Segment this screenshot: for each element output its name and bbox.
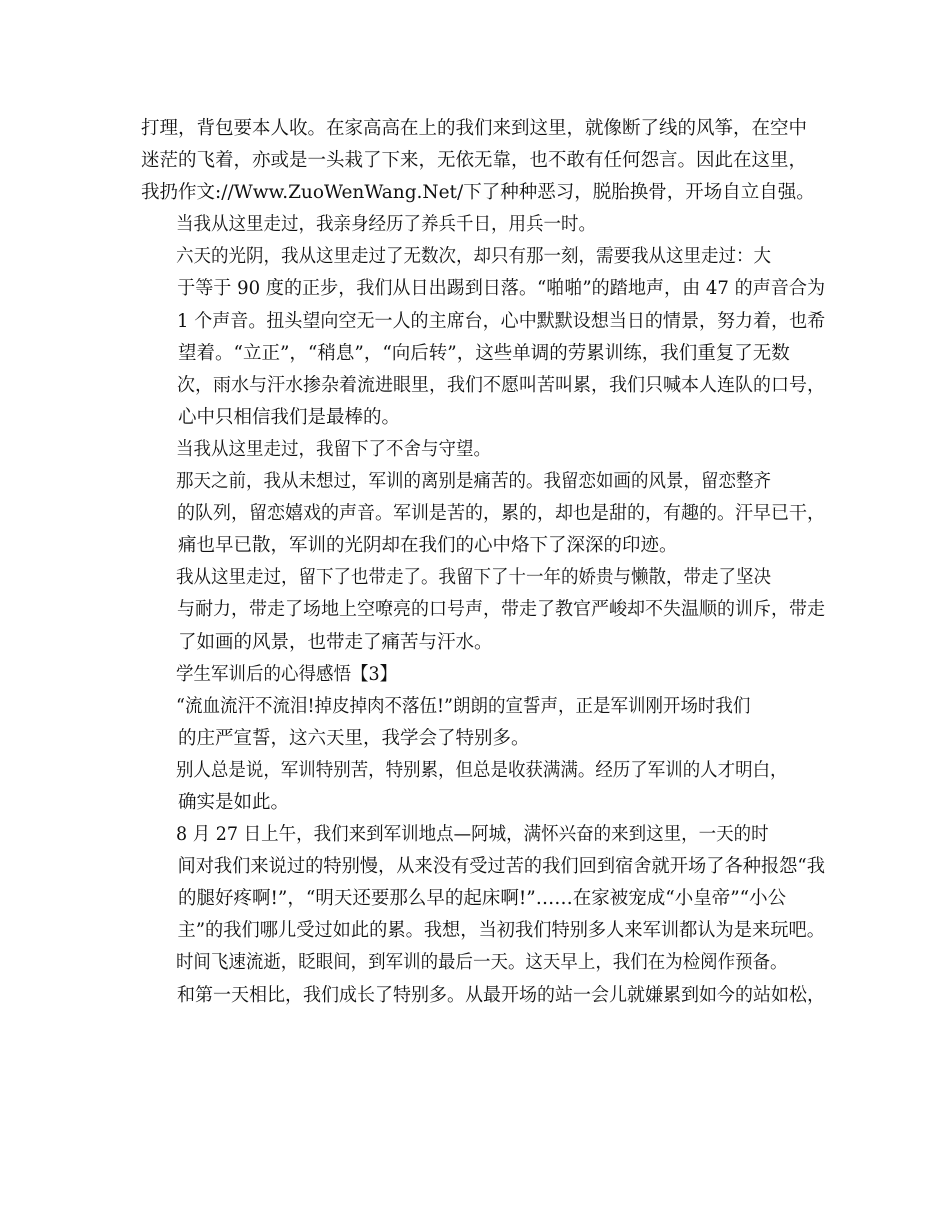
paragraph bbox=[141, 113, 825, 209]
text-line: 的庄严宣誓，这六天里，我学会了特别多。 bbox=[178, 727, 530, 749]
text-line: 了如画的风景，也带走了痛苦与汗水。 bbox=[178, 631, 493, 653]
text-line: 打理，背包要本人收。在家高高在上的我们来到这里，就像断了线的风筝，在空中 bbox=[141, 118, 808, 139]
text-line: 六天的光阴，我从这里走过了无数次，却只有那一刻，需要我从这里走过：大 bbox=[175, 246, 771, 268]
paragraph bbox=[141, 209, 825, 241]
text-line: 学生军训后的心得感悟【3】 bbox=[175, 663, 398, 685]
text-line: 当我从这里走过，我亲身经历了养兵千日，用兵一时。 bbox=[175, 214, 596, 236]
paragraph bbox=[141, 819, 825, 947]
paragraph bbox=[141, 241, 825, 434]
text-line: 我扔作文://Www.ZuoWenWang.Net/下了种种恶习，脱胎换骨，开场自立自强。 bbox=[141, 182, 815, 204]
text-line: 1 个声音。扭头望向空无一人的主席台，心中默默设想当日的情景，努力着，也希 bbox=[177, 310, 826, 332]
text-line: 和第一天相比，我们成长了特别多。从最开场的站一会儿就嫌累到如今的站如松， bbox=[177, 984, 826, 1006]
text-line: 8 月 27 日上午，我们来到军训地点—阿城，满怀兴奋的来到这里，一天的时 bbox=[175, 824, 769, 846]
text-line: 确实是如此。 bbox=[178, 791, 290, 813]
text-line: 当我从这里走过，我留下了不舍与守望。 bbox=[175, 438, 492, 460]
text-line: 主”的我们哪儿受过如此的累。我想，当初我们特别多人来军训都认为是来玩吧。 bbox=[177, 920, 825, 942]
text-line: 时间飞速流逝，眨眼间，到军训的最后一天。这天早上，我们在为检阅作预备。 bbox=[175, 952, 788, 974]
text-line: 我从这里走过，留下了也带走了。我留下了十一年的娇贵与懒散，带走了坚决 bbox=[175, 567, 771, 589]
text-line: 迷茫的飞着，亦或是一头栽了下来，无依无靠，也不敢有任何怨言。因此在这里， bbox=[141, 150, 808, 172]
text-line: 痛也早已散，军训的光阴却在我们的心中烙下了深深的印迹。 bbox=[178, 535, 678, 557]
paragraph bbox=[141, 691, 825, 755]
text-line: 望着。“立正”，“稍息”，“向后转”，这些单调的劳累训练，我们重复了无数 bbox=[178, 342, 790, 364]
text-line: 于等于 90 度的正步，我们从日出踢到日落。“啪啪”的踏地声，由 47 的声音合为 bbox=[177, 278, 826, 300]
paragraph bbox=[141, 562, 825, 658]
document-body bbox=[141, 113, 825, 1012]
text-line: 心中只相信我们是最棒的。 bbox=[178, 406, 401, 428]
text-line: 次，雨水与汗水掺杂着流进眼里，我们不愿叫苦叫累，我们只喊本人连队的口号， bbox=[177, 374, 826, 396]
text-line: 别人总是说，军训特别苦，特别累，但总是收获满满。经历了军训的人才明白， bbox=[175, 759, 788, 781]
text-line: 的队列，留恋嬉戏的声音。军训是苦的，累的，却也是甜的，有趣的。汗早已干， bbox=[177, 503, 826, 525]
paragraph bbox=[141, 466, 825, 562]
text-line: 与耐力，带走了场地上空嘹亮的口号声，带走了教官严峻却不失温顺的训斥，带走 bbox=[177, 599, 826, 621]
paragraph bbox=[141, 434, 825, 466]
text-line: 的腿好疼啊!”，“明天还要那么早的起床啊!”……在家被宠成“小皇帝”“小公 bbox=[178, 888, 787, 910]
text-line: 那天之前，我从未想过，军训的离别是痛苦的。我留恋如画的风景，留恋整齐 bbox=[175, 471, 771, 493]
text-line: 间对我们来说过的特别慢，从来没有受过苦的我们回到宿舍就开场了各种报怨“我 bbox=[177, 856, 825, 878]
paragraph bbox=[141, 947, 825, 1011]
paragraph bbox=[141, 659, 825, 691]
paragraph bbox=[141, 755, 825, 819]
text-line: “流血流汗不流泪!掉皮掉肉不落伍!”朗朗的宣誓声，正是军训刚开场时我们 bbox=[175, 695, 751, 717]
